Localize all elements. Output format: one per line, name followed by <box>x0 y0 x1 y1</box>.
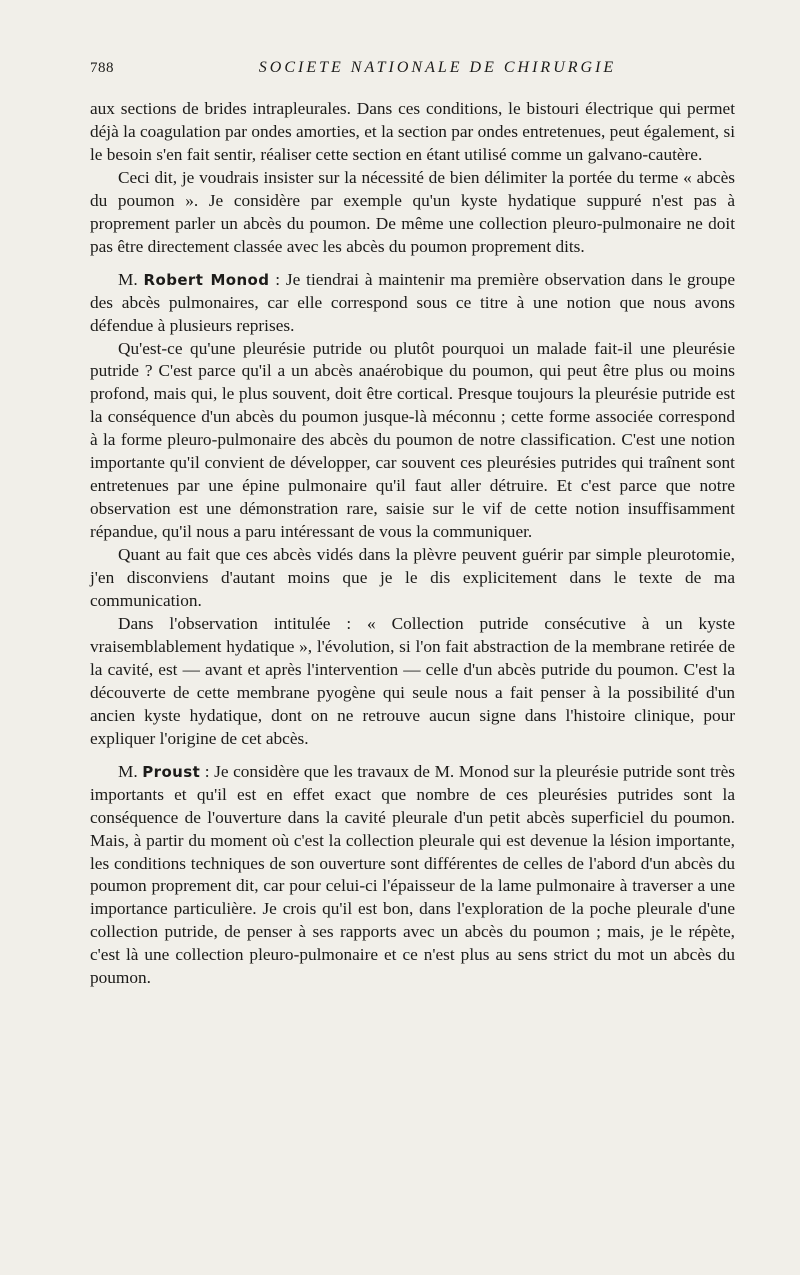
paragraph-text: Ceci dit, je voudrais insister sur la nécessité de bien délimiter la portée du terme « abcès du poumon ». Je considère par exemple qu'un kyste hydatique suppuré n'est pas à proprement parler un abcès du poumon. De même une collection pleuro-pulmonaire ne doit pas être directement classée avec les abcès du poumon proprement dits. <box>90 167 735 256</box>
paragraph-text: Quant au fait que ces abcès vidés dans la plèvre peuvent guérir par simple pleurotomie, j'en disconviens d'autant moins que je le dis explicitement dans le texte de ma communication. <box>90 545 735 611</box>
paragraph-text: : Je tiendrai à maintenir ma première observation dans le groupe des abcès pulmonaires, car elle correspond sous ce titre à une notion que nous avons défendue à plusieurs reprises. <box>90 269 735 335</box>
running-head: SOCIETE NATIONALE DE CHIRURGIE <box>258 59 617 76</box>
speaker-title: M. <box>118 761 138 781</box>
speaker-title: M. <box>118 269 138 289</box>
speech-robert-monod <box>90 269 735 338</box>
speaker-name: Proust <box>142 762 201 781</box>
paragraph <box>90 613 735 751</box>
paragraph <box>90 167 735 259</box>
speaker-name: Robert Monod <box>143 270 270 289</box>
paragraph <box>90 544 735 613</box>
document-page <box>90 56 735 990</box>
paragraph-text: : Je considère que les travaux de M. Monod sur la pleurésie putride sont très importants et qu'il est en effet exact que nombre de ces pleurésies putrides sont la conséquence de l'ouverture dans la cavité pleurale d'un petit abcès superficiel du poumon. Mais, à partir du moment où c'est la collection pleurale qui est devenue la lésion importante, les conditions techniques de son ouverture sont différentes de celles de l'abord d'un abcès du poumon proprement dit, car pour celui-ci l'épaisseur de la lame pulmonaire à traverser a une importance particulière. Je crois qu'il est bon, dans l'exploration de la poche pleurale d'une collection putride, de penser à ses rapports avec un abcès du poumon ; mais, je le répète, c'est là une collection pleuro-pulmonaire et ce n'est plus au sens strict du mot un abcès du poumon. <box>90 761 735 988</box>
page-header <box>90 56 735 90</box>
paragraph-text: aux sections de brides intrapleurales. Dans ces conditions, le bistouri électrique qui permet déjà la coagulation par ondes amorties, et la section par ondes entretenues, peut également, si le besoin s'en fait sentir, réaliser cette section en étant utilisé comme un galvano-cautère. <box>90 99 735 164</box>
speech-proust <box>90 761 735 991</box>
paragraph <box>90 338 735 545</box>
page-number: 788 <box>90 60 114 76</box>
body-text <box>90 98 735 990</box>
paragraph-continuation <box>90 98 735 167</box>
paragraph-text: Dans l'observation intitulée : « Collection putride consécutive à un kyste vraisemblablement hydatique », l'évolution, si l'on fait abstraction de la membrane retirée de la cavité, est — avant et après l'intervention — celle d'un abcès putride du poumon. C'est la découverte de cette membrane pyogène qui seule nous a fait penser à la possibilité d'un ancien kyste hydatique, dont on ne retrouve aucun signe dans l'histoire clinique, pour expliquer l'origine de cet abcès. <box>90 613 735 748</box>
paragraph-text: Qu'est-ce qu'une pleurésie putride ou plutôt pourquoi un malade fait-il une pleurésie putride ? C'est parce qu'il a un abcès anaérobique du poumon, qui peut être plus ou moins profond, mais qui, le plus souvent, doit être cortical. Presque toujours la pleurésie putride est la conséquence d'un abcès du poumon jusque-là méconnu ; cette forme associée correspond à la forme pleuro-pulmonaire des abcès du poumon de notre classification. C'est une notion importante qu'il convient de développer, car souvent ces pleurésies putrides qui traînent sont entretenues par une épine pulmonaire qu'il faut aller détruire. Et c'est parce que notre observation est une démonstration rare, saisie sur le vif de cette notion insuffisamment répandue, qu'il nous a paru intéressant de vous la communiquer. <box>90 338 735 542</box>
